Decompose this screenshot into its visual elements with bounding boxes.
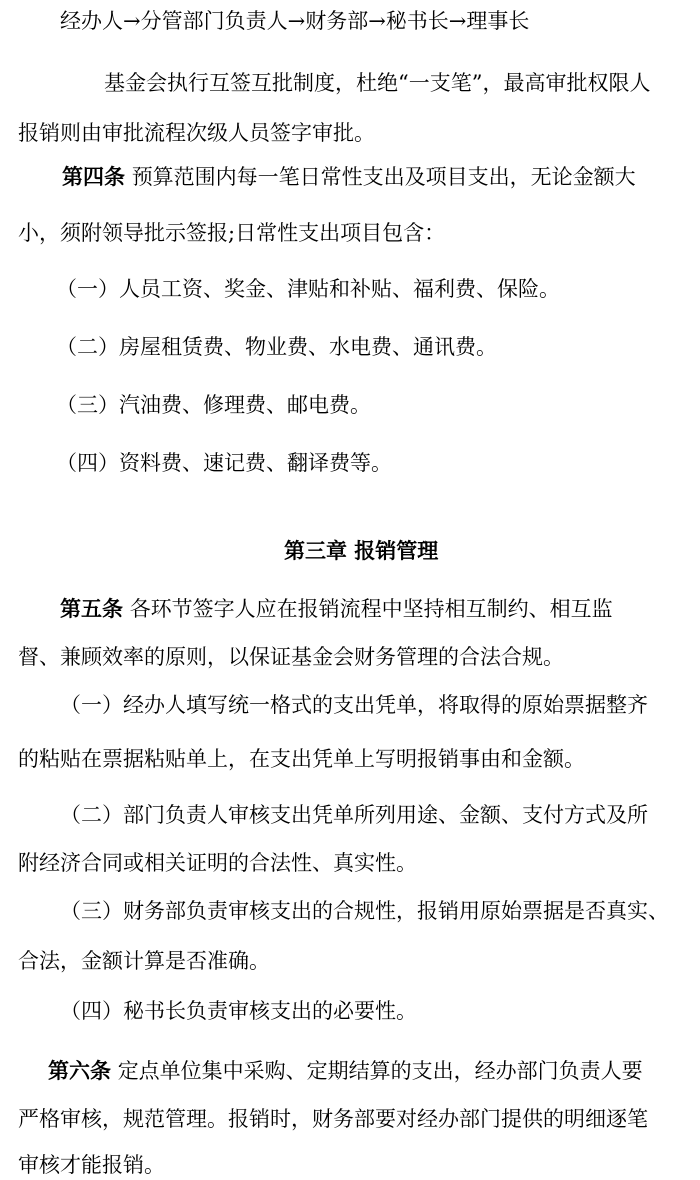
article-5: [60, 594, 613, 624]
list-item: （三）汽油费、修理费、邮电费。: [56, 393, 371, 417]
paragraph-line: 审核才能报销。: [18, 1153, 165, 1177]
list-item: （二）部门负责人审核支出凭单所列用途、金额、支付方式及所: [60, 803, 648, 827]
paragraph-line: 报销则由审批流程次级人员签字审批。: [18, 121, 375, 145]
article-4: [62, 162, 636, 192]
article-text: 定点单位集中采购、定期结算的支出，经办部门负责人要: [117, 1059, 643, 1083]
list-item: （一）经办人填写统一格式的支出凭单，将取得的原始票据整齐: [60, 693, 648, 717]
chapter-heading: 第三章 报销管理: [284, 539, 439, 563]
list-item: （四）资料费、速记费、翻译费等。: [56, 451, 392, 475]
approval-flow: 经办人→分管部门负责人→财务部→秘书长→理事长: [60, 9, 530, 33]
article-label: 第四条: [62, 165, 125, 189]
list-item: （三）财务部负责审核支出的合规性，报销用原始票据是否真实、: [60, 899, 669, 923]
list-item: （四）秘书长负责审核支出的必要性。: [60, 999, 417, 1023]
paragraph-line: 基金会执行互签互批制度，杜绝“一支笔”，最高审批权限人: [104, 71, 651, 95]
paragraph-line: 小，须附领导批示签报;日常性支出项目包含：: [18, 221, 446, 245]
article-text: 预算范围内每一笔日常性支出及项目支出，无论金额大: [131, 165, 636, 189]
list-item: （二）房屋租赁费、物业费、水电费、通讯费。: [56, 335, 497, 359]
paragraph-line: 附经济合同或相关证明的合法性、真实性。: [18, 851, 417, 875]
list-item: （一）人员工资、奖金、津贴和补贴、福利费、保险。: [56, 277, 560, 301]
article-6: [48, 1056, 643, 1086]
article-label: 第五条: [60, 597, 123, 621]
article-text: 各环节签字人应在报销流程中坚持相互制约、相互监: [129, 597, 613, 621]
paragraph-line: 的粘贴在票据粘贴单上，在支出凭单上写明报销事由和金额。: [18, 747, 585, 771]
article-label: 第六条: [48, 1059, 111, 1083]
paragraph-line: 督、兼顾效率的原则，以保证基金会财务管理的合法合规。: [18, 645, 564, 669]
paragraph-line: 严格审核，规范管理。报销时，财务部要对经办部门提供的明细逐笔: [18, 1107, 648, 1131]
paragraph-line: 合法，金额计算是否准确。: [18, 949, 270, 973]
